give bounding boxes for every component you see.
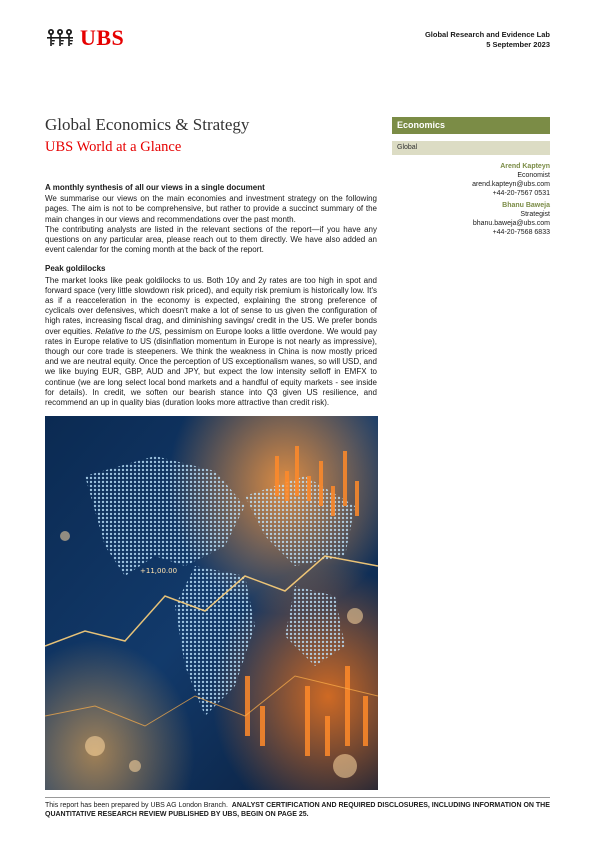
section-paragraph: We summarise our views on the main economies and investment strategy on the following pages. The aim is not to be comprehensive, but rather to provide a succinct summary of the main changes in our views and recommendations over the past month. [45,194,377,224]
section-paragraph [45,276,377,409]
section-heading: Peak goldilocks [45,264,106,274]
analyst-role: Economist [517,172,550,179]
footer-disclosure: ANALYST CERTIFICATION AND REQUIRED DISCLOSURES, INCLUDING INFORMATION ON THE QUANTITATIVE RESEARCH REVIEW PUBLISHED BY UBS, BEGIN ON PAGE 25. [45,802,550,818]
emphasis-text: Relative to the US, [95,326,163,336]
sidebar [392,117,550,237]
analyst-card [392,162,550,198]
analyst-email[interactable]: arend.kapteyn@ubs.com [472,181,550,188]
section-paragraph: The contributing analysts are listed in the relevant sections of the report—if you have any questions on any particular area, please reach out to them directly. We have also added an event calendar for the coming month at the back of the report. [45,224,377,255]
hero-image [45,416,378,790]
section-heading: A monthly synthesis of all our views in a single document [45,183,265,192]
paragraph-text: The market looks like peak goldilocks to us. Both 10y and 2y rates are too high in spot and forward space (very little slowdown risk priced), and equity risk premium is historically low. It's as if a reacceleration in the economy is expected, explaining the strong preference of cyclicals over defensives, which doesn't make a lot of sense to us given the configuration of high rates, increasing fiscal drag, and diminishing savings/ credit in the US. We prefer bonds over equities. [45,275,377,336]
analyst-phone: +44-20-7567 0531 [492,190,550,197]
map-value-label: +11,00.00 [140,567,178,575]
analyst-role: Strategist [520,211,550,218]
analyst-name: Bhanu Baweja [502,202,550,209]
three-keys-icon [45,28,75,48]
footer-divider [45,797,550,798]
ubs-logo [45,25,125,50]
region-bar: Global [392,141,550,155]
brand-name: UBS [80,25,125,50]
analyst-name: Arend Kapteyn [500,163,550,170]
footer-text: This report has been prepared by UBS AG London Branch. [45,802,228,809]
report-title: Global Economics & Strategy [45,115,250,134]
report-header [425,30,550,50]
analyst-email[interactable]: bhanu.baweja@ubs.com [472,220,550,227]
analyst-phone: +44-20-7568 6833 [492,229,550,236]
paragraph-text: pessimism on Europe looks a little overdone. We would pay rates in Europe relative to US (disinflation momentum in Europe is not nearly as impressive), though our core trade is steepeners. We think the weakness in China is now mostly priced and we are neutral equity. Once the perception of US exceptionalism wanes, so will USD, and we like buying EUR, GBP, AUD and JPY, but expect the low intensity selloff in EMFX to continue (we are long select local bond markets and a handful of equity markets - see inside for details). In credit, we soften our bearish stance into Q3 given US resilience, and recommend an up in quality bias (duration looks more attractive than credit risk). [45,326,377,408]
report-date: 5 September 2023 [486,40,550,49]
disclosure-footer [45,801,555,819]
category-bar: Economics [392,117,550,134]
analyst-card [392,201,550,237]
world-map-graphic [45,416,378,790]
main-body [45,183,377,408]
department-label: Global Research and Evidence Lab [424,30,550,39]
report-subtitle: UBS World at a Glance [45,139,182,155]
